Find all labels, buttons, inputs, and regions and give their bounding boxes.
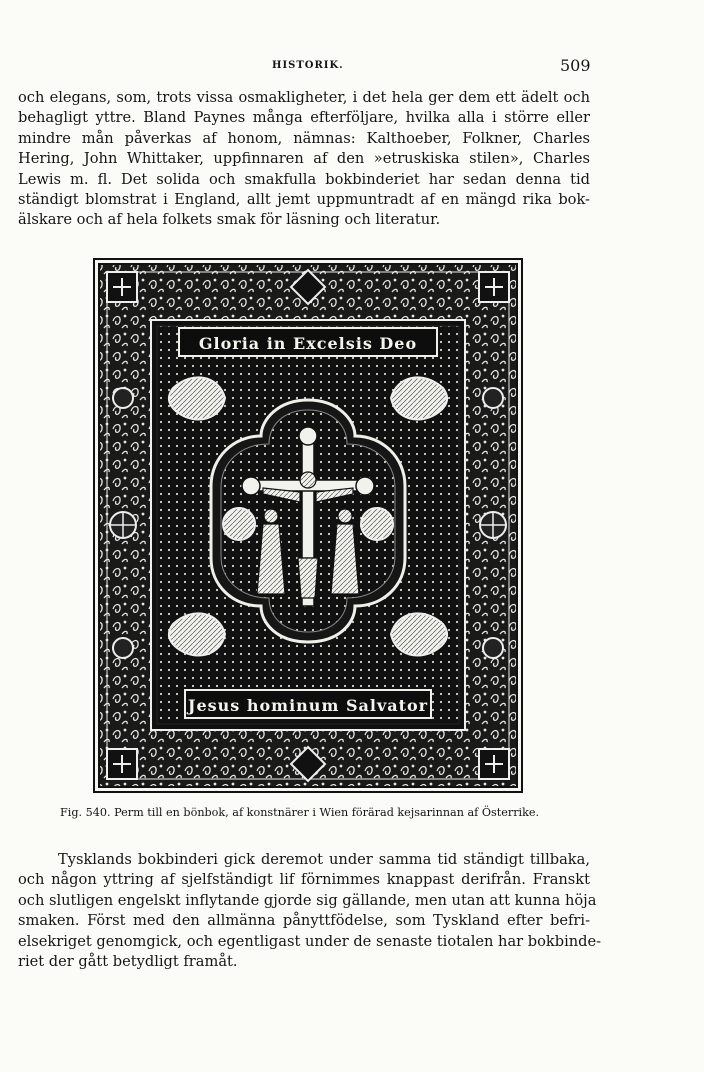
- text-line: smaken. Först med den allmänna pånyttfödelse, som Tyskland efter befri-: [18, 912, 590, 930]
- text-line: och någon yttring af sjelfständigt lif förnimmes knappast derifrån. Franskt: [18, 871, 590, 889]
- text-line: behagligt yttre. Bland Paynes många efterföljare, hvilka alla i större eller: [18, 109, 590, 127]
- page-header: [0, 58, 704, 78]
- book-cover-illustration: [93, 258, 523, 793]
- top-banner-text: Gloria in Excelsis Deo: [198, 334, 418, 353]
- figure-caption-text: Perm till en bönbok, af konstnärer i Wien förärad kejsarinnan af Österrike.: [114, 806, 540, 819]
- text-line: älskare och af hela folkets smak för läsning och literatur.: [18, 211, 441, 229]
- text-line: ständigt blomstrat i England, allt jemt uppmuntradt af en mängd rika bok-: [18, 191, 590, 209]
- page-number: 509: [560, 56, 591, 75]
- text-line: Lewis m. fl. Det solida och smakfulla bokbinderiet har sedan denna tid: [18, 170, 590, 188]
- text-line: mindre mån påverkas af honom, nämnas: Kalthoeber, Folkner, Charles: [18, 129, 590, 147]
- text-line: elsekriget genomgick, och egentligast under de senaste tiotalen har bokbinde-: [18, 932, 602, 950]
- text-line: riet der gått betydligt framåt.: [18, 953, 238, 971]
- paragraph-2: [18, 850, 602, 972]
- text-line: Hering, John Whittaker, uppfinnaren af den »etruskiska stilen», Charles: [18, 150, 590, 168]
- running-head: HISTORIK.: [272, 60, 344, 71]
- paragraph-1: [18, 88, 590, 231]
- figure-caption: [60, 806, 580, 819]
- text-line: och elegans, som, trots vissa osmakligheter, i det hela ger dem ett ädelt och: [18, 89, 590, 106]
- figure-number: Fig. 540.: [60, 806, 111, 819]
- bottom-banner-text: Jesus hominum Salvator: [187, 696, 429, 715]
- text-line: och slutligen engelskt inflytande gjorde sig gällande, men utan att kunna höja: [18, 891, 597, 909]
- text-line: Tysklands bokbinderi gick deremot under samma tid ständigt tillbaka,: [58, 851, 590, 868]
